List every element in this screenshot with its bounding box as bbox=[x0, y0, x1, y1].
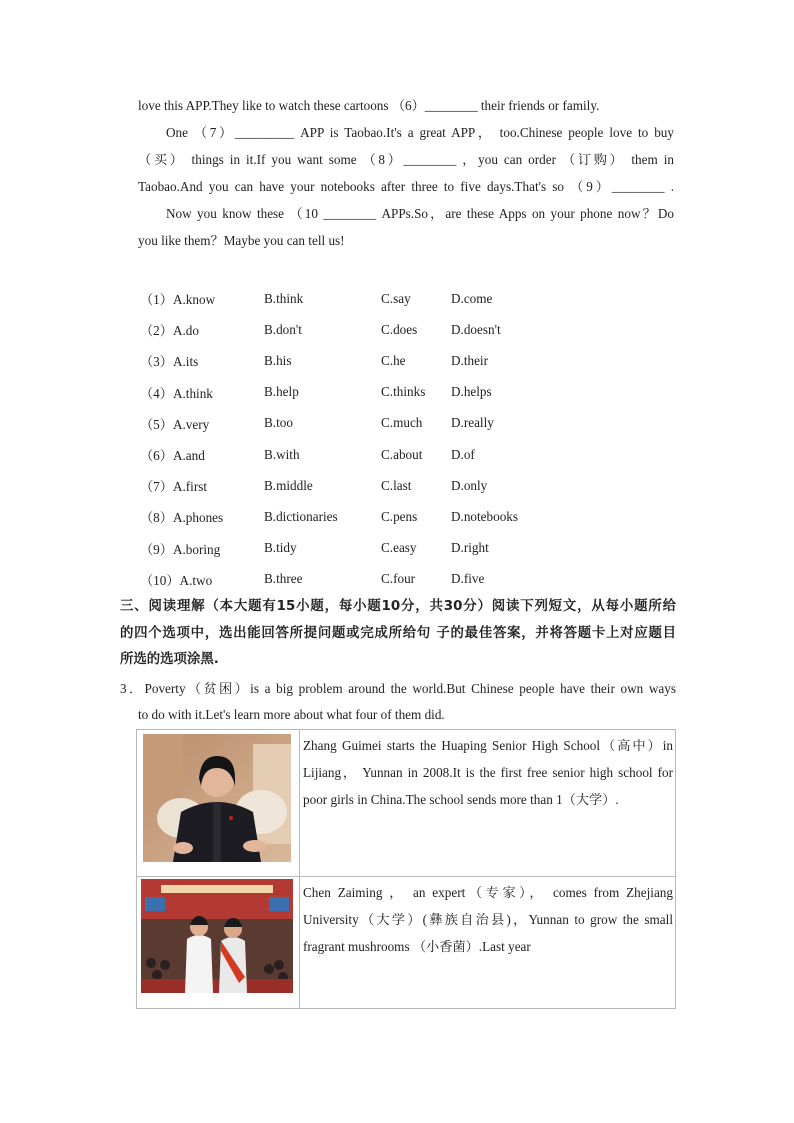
option-a: （10）A.two bbox=[140, 572, 213, 588]
option-a: （2）A.do bbox=[140, 323, 199, 339]
profile-text-cell bbox=[300, 730, 676, 877]
option-c: C.easy bbox=[381, 540, 417, 556]
option-b: B.dictionaries bbox=[264, 508, 338, 524]
option-c: C.he bbox=[381, 352, 406, 368]
option-c: C.four bbox=[381, 571, 416, 587]
option-a: （8）A.phones bbox=[140, 510, 224, 526]
option-d: D.of bbox=[451, 446, 475, 462]
option-b: B.think bbox=[264, 290, 304, 306]
text-line: to do with it.Let's learn more about what four of them did. bbox=[138, 707, 445, 722]
option-c: C.say bbox=[381, 290, 411, 306]
heading-line: 三、阅读理解（本大题有15小题，每小题10分，共30分）阅读下列短文，从每小题所给 bbox=[120, 599, 676, 614]
text-line: Taobao.And you can have your notebooks after three to five days.That's so （9）________ . bbox=[138, 179, 674, 194]
answer-options-table bbox=[140, 283, 561, 595]
text-line: University（大学）(彝族自治县)，Yunnan to grow the small bbox=[303, 912, 673, 927]
option-c: C.pens bbox=[381, 508, 418, 524]
option-b: B.middle bbox=[264, 477, 313, 493]
heading-line: 的四个选项中，选出能回答所提问题或完成所给句 子的最佳答案，并将答题卡上对应题目 bbox=[120, 625, 676, 641]
option-d: D.only bbox=[451, 477, 488, 493]
text-line: Zhang Guimei starts the Huaping Senior High School（高中）in bbox=[303, 738, 673, 753]
option-b: B.his bbox=[264, 352, 292, 368]
option-d: D.right bbox=[451, 540, 489, 556]
option-a: （4）A.think bbox=[140, 385, 213, 401]
option-row bbox=[140, 314, 561, 345]
option-b: B.don't bbox=[264, 321, 302, 337]
option-row bbox=[140, 439, 561, 470]
option-a: （7）A.first bbox=[140, 479, 208, 495]
text-line: Chen Zaiming ， an expert（专家）， comes from Zhejiang bbox=[303, 885, 673, 900]
text-line: One （7）_________ APP is Taobao.It's a great APP， too.Chinese people love to buy bbox=[166, 125, 674, 140]
profile-row bbox=[137, 877, 676, 1009]
option-row bbox=[140, 564, 561, 595]
profile-text-cell bbox=[300, 877, 676, 1009]
text-line: love this APP.They like to watch these cartoons （6）________ their friends or family. bbox=[138, 98, 600, 113]
option-a: （5）A.very bbox=[140, 416, 210, 432]
option-d: D.notebooks bbox=[451, 508, 519, 524]
text-line: 3．Poverty（贫困）is a big problem around the world.But Chinese people have their own ways bbox=[120, 681, 676, 696]
profile-image-cell bbox=[137, 730, 300, 877]
text-line: （买） things in it.If you want some （8）________ ，you can order （订购） them in bbox=[138, 152, 674, 167]
heading-line: 所选的选项涂黑. bbox=[120, 652, 219, 667]
option-c: C.thinks bbox=[381, 384, 426, 400]
option-d: D.doesn't bbox=[451, 321, 501, 337]
option-a: （3）A.its bbox=[140, 354, 199, 370]
question-3-intro bbox=[120, 676, 676, 728]
option-row bbox=[140, 501, 561, 532]
option-d: D.come bbox=[451, 290, 493, 306]
passage-line-6 bbox=[138, 92, 674, 119]
option-d: D.their bbox=[451, 352, 488, 368]
passage-paragraph-conclusion bbox=[138, 200, 674, 254]
option-b: B.help bbox=[264, 384, 299, 400]
profiles-table bbox=[136, 729, 676, 1009]
profile-row bbox=[137, 730, 676, 877]
passage-paragraph-taobao bbox=[138, 119, 674, 200]
option-row bbox=[140, 408, 561, 439]
option-row bbox=[140, 283, 561, 314]
option-c: C.about bbox=[381, 446, 423, 462]
option-a: （9）A.boring bbox=[140, 541, 221, 557]
option-row bbox=[140, 533, 561, 564]
option-c: C.does bbox=[381, 321, 418, 337]
option-a: （6）A.and bbox=[140, 448, 205, 464]
text-line: Now you know these （10 ________ APPs.So，are these Apps on your phone now？Do bbox=[166, 206, 674, 221]
option-b: B.too bbox=[264, 415, 293, 431]
text-line: you like them？Maybe you can tell us! bbox=[138, 233, 345, 248]
option-row bbox=[140, 345, 561, 376]
option-a: （1）A.know bbox=[140, 292, 216, 308]
option-b: B.three bbox=[264, 571, 303, 587]
section-heading-reading bbox=[120, 594, 676, 674]
option-row bbox=[140, 470, 561, 501]
option-d: D.helps bbox=[451, 384, 492, 400]
option-b: B.with bbox=[264, 446, 300, 462]
option-row bbox=[140, 377, 561, 408]
portrait-photo-icon bbox=[137, 730, 299, 862]
text-line: poor girls in China.The school sends more than 1（大学）. bbox=[303, 792, 619, 807]
option-d: D.five bbox=[451, 571, 485, 587]
option-c: C.last bbox=[381, 477, 412, 493]
text-line: fragrant mushrooms （小香菌）.Last year bbox=[303, 939, 531, 954]
profile-image-cell bbox=[137, 877, 300, 1009]
option-c: C.much bbox=[381, 415, 423, 431]
conference-photo-icon bbox=[137, 877, 299, 993]
text-line: Lijiang， Yunnan in 2008.It is the first free senior high school for bbox=[303, 765, 673, 780]
option-d: D.really bbox=[451, 415, 494, 431]
option-b: B.tidy bbox=[264, 540, 297, 556]
